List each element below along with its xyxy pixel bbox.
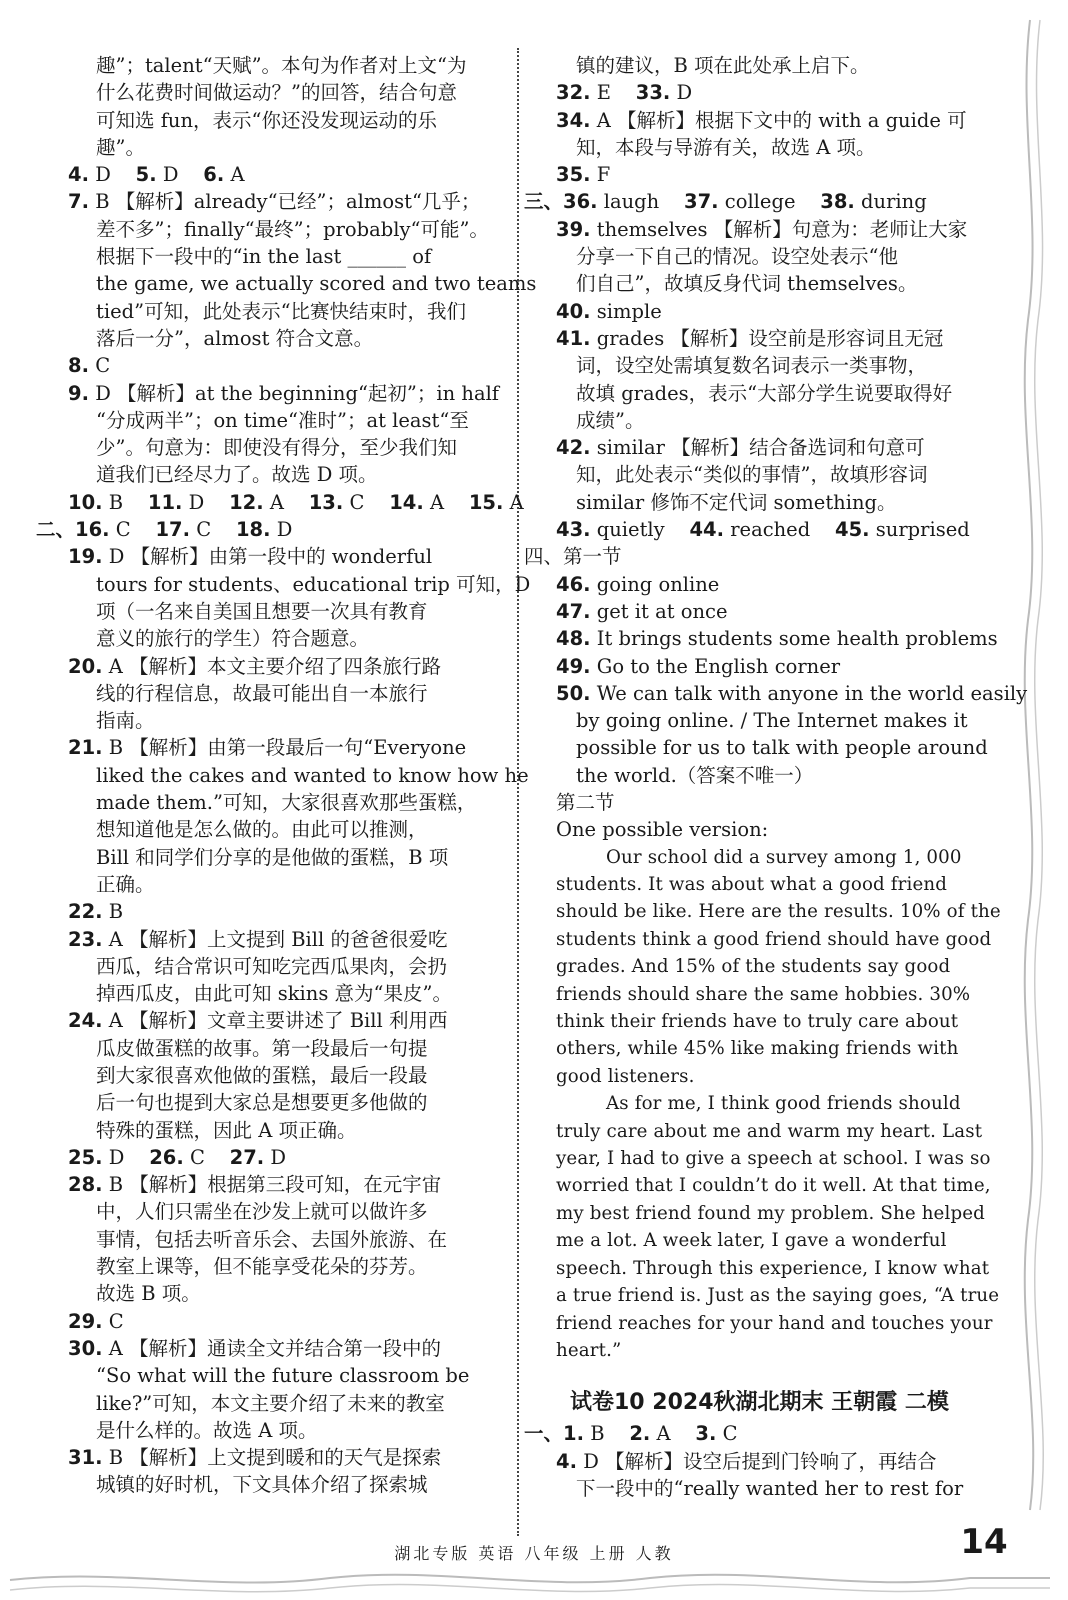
section-heading: 二、: [36, 518, 76, 542]
text-line: 指南。: [96, 709, 155, 733]
answer-text: B 【解析】根据第三段可知，在元宇宙: [108, 1173, 442, 1197]
text-line: 后一句也提到大家总是想要更多他做的: [96, 1091, 428, 1115]
question-number: 19.: [68, 545, 103, 569]
text-line: 故选 B 项。: [96, 1282, 201, 1306]
text-line: a true friend is. Just as the saying goes, “A true: [556, 1285, 1000, 1307]
question-number: 38.: [820, 190, 855, 214]
answer-row: [62, 161, 492, 188]
text-line: 教室上课等，但不能享受花朵的芬芳。: [96, 1255, 428, 1279]
answer-text: D 【解析】设空后提到门铃响了，再结合: [583, 1449, 937, 1473]
text-line: 根据下一段中的“in the last ______ of: [96, 245, 432, 269]
answer: B: [108, 900, 124, 924]
text-line: 中，人们只需坐在沙发上就可以做许多: [96, 1200, 428, 1224]
answer-item: [62, 1335, 492, 1444]
text-line: 想知道他是怎么做的。由此可以推测，: [96, 818, 428, 842]
question-number: 23.: [68, 927, 103, 951]
text-line: me a lot. A week later, I gave a wonderful: [556, 1230, 947, 1252]
question-number: 2.: [629, 1422, 651, 1446]
answer-text: similar 【解析】结合备选词和句意可: [596, 436, 925, 460]
answer: A: [429, 490, 445, 514]
question-number: 29.: [68, 1309, 103, 1333]
answer-item: [62, 188, 537, 352]
answer-row: [62, 1144, 492, 1171]
text-line: friend reaches for your hand and touches your: [556, 1312, 993, 1334]
text-line: truly care about me and warm my heart. Last: [556, 1120, 983, 1142]
text-line: “So what will the future classroom be: [96, 1364, 470, 1388]
text-line: 特殊的蛋糕，因此 A 项正确。: [96, 1118, 357, 1142]
question-number: 31.: [68, 1446, 103, 1470]
answer: Go to the English corner: [596, 654, 841, 678]
answer-item: [62, 1444, 492, 1499]
right-column: [524, 52, 1028, 1502]
text-line: 线的行程信息，故最可能出自一本旅行: [96, 681, 428, 705]
answer: reached: [730, 518, 811, 542]
text-line: possible for us to talk with people around: [576, 736, 988, 760]
answer-text: A 【解析】通读全文并结合第一段中的: [108, 1336, 442, 1360]
question-number: 26.: [149, 1145, 184, 1169]
text-line: “分成两半”；on time“准时”；at least“至: [96, 408, 469, 432]
section-subheading: 第二节: [556, 791, 615, 815]
text-line: like?”可知，本文主要介绍了未来的教室: [96, 1391, 445, 1415]
answer-item: [62, 734, 529, 898]
question-number: 4.: [556, 1449, 577, 1473]
answer-row: [540, 79, 988, 106]
question-number: 41.: [556, 326, 591, 350]
answer: D: [276, 518, 293, 542]
answer: A: [269, 490, 284, 514]
left-column: [36, 52, 537, 1499]
answer-item: [540, 107, 988, 162]
text-line: Bill 和同学们分享的是他做的蛋糕，B 项: [96, 845, 449, 869]
text-line: 掉西瓜皮，由此可知 skins 意为“果皮”。: [96, 982, 452, 1006]
text-line: 少”。句意为：即使没有得分，至少我们知: [96, 436, 457, 460]
page-footer: 湖北专版 英语 八年级 上册 人教: [394, 1544, 674, 1563]
section-heading: 三、: [524, 190, 564, 214]
answer-text: A 【解析】文章主要讲述了 Bill 利用西: [108, 1009, 448, 1033]
text-line: 故填 grades，表示“大部分学生说要取得好: [576, 381, 953, 405]
answer-item: [62, 926, 492, 1008]
text-line: 成绩”。: [576, 408, 645, 432]
question-number: 20.: [68, 654, 103, 678]
text-line: heart.”: [556, 1339, 622, 1361]
answer: A: [656, 1422, 671, 1446]
question-number: 46.: [556, 572, 591, 596]
text-line: Our school did a survey among 1, 000: [606, 846, 962, 868]
text-line: 下一段中的“really wanted her to rest for: [576, 1476, 964, 1500]
page-number: 14: [960, 1522, 1008, 1562]
text-line: students. It was about what a good friend: [556, 874, 948, 896]
text-line: 知，此处表示“类似的事情”，故填形容词: [576, 463, 928, 487]
answer: C: [95, 354, 111, 378]
question-number: 1.: [563, 1422, 584, 1446]
text-line: 镇的建议，B 项在此处承上启下。: [576, 54, 870, 77]
answer-item: [540, 1448, 988, 1503]
text-line: As for me, I think good friends should: [606, 1093, 961, 1115]
answer: during: [861, 190, 927, 214]
text-line: 是什么样的。故选 A 项。: [96, 1418, 318, 1442]
answer: F: [596, 163, 611, 187]
answer-row: [62, 489, 524, 516]
text-line: tied”可知，此处表示“比赛快结束时，我们: [96, 299, 467, 323]
text-line: 什么花费时间做运动？”的回答，结合句意: [96, 81, 457, 105]
answer: D: [108, 1145, 125, 1169]
text-line: by going online. / The Internet makes it: [576, 709, 968, 733]
question-number: 12.: [229, 490, 264, 514]
answer: B: [590, 1422, 605, 1446]
answer-item: [62, 380, 500, 489]
answer-text: B 【解析】上文提到暖和的天气是探索: [108, 1446, 442, 1470]
text-line: similar 修饰不定代词 something。: [576, 490, 897, 514]
text-line: made them.”可知，大家很喜欢那些蛋糕，: [96, 791, 477, 815]
text-line: speech. Through this experience, I know what: [556, 1257, 990, 1279]
text-line: 知，本段与导游有关，故选 A 项。: [576, 135, 876, 159]
answer: A: [230, 163, 245, 187]
answer-row: [62, 898, 492, 925]
answer-row: [524, 1420, 988, 1447]
text-line: 项（一名来自美国且想要一次具有教育: [96, 599, 428, 623]
text-line: the game, we actually scored and two teams: [96, 272, 537, 296]
answer-item: [540, 680, 1028, 789]
answer: simple: [596, 299, 662, 323]
question-number: 10.: [68, 490, 103, 514]
question-number: 13.: [308, 490, 344, 514]
answer-row: [62, 352, 492, 379]
answer-text: B 【解析】由第一段最后一句“Everyone: [108, 736, 467, 760]
question-number: 47.: [556, 599, 591, 623]
answer: D: [270, 1145, 287, 1169]
question-number: 33.: [635, 81, 671, 105]
answer: D: [162, 163, 179, 187]
answer: surprised: [875, 518, 970, 542]
question-number: 44.: [689, 518, 725, 542]
text-line: friends should share the same hobbies. 30%: [556, 983, 971, 1005]
question-number: 6.: [203, 163, 225, 187]
text-line: 词，设空处需填复数名词表示一类事物，: [576, 354, 928, 378]
question-number: 39.: [556, 217, 591, 241]
answer: E: [596, 81, 611, 105]
text-line: 可知选 fun，表示“你还没发现运动的乐: [96, 108, 438, 132]
answer-text: A 【解析】根据下文中的 with a guide 可: [596, 108, 967, 132]
question-number: 11.: [147, 490, 183, 514]
answer-row: [62, 1308, 492, 1335]
text-line: others, while 45% like making friends with: [556, 1038, 959, 1060]
answer-row: [540, 516, 988, 543]
answer: C: [108, 1309, 124, 1333]
answer-item: [62, 1171, 492, 1307]
question-number: 15.: [468, 490, 504, 514]
answer: C: [115, 518, 131, 542]
question-number: 35.: [556, 163, 591, 187]
question-number: 9.: [68, 381, 89, 405]
answer-text: themselves 【解析】句意为：老师让大家: [596, 217, 968, 241]
answer: C: [189, 1145, 205, 1169]
text-line: grades. And 15% of the students say good: [556, 956, 951, 978]
answer-row: [540, 571, 988, 598]
answer: It brings students some health problems: [596, 627, 998, 651]
answer-item: [540, 325, 988, 434]
question-number: 30.: [68, 1336, 103, 1360]
answer-row: [540, 598, 988, 625]
question-number: 50.: [556, 681, 591, 705]
question-number: 42.: [556, 436, 591, 460]
answer: D: [676, 81, 693, 105]
answer-item: [62, 653, 492, 735]
question-number: 48.: [556, 627, 591, 651]
question-number: 17.: [155, 518, 191, 542]
answer-item: [62, 1007, 492, 1143]
answer-row: [540, 298, 988, 325]
answer-text: We can talk with anyone in the world easily: [596, 681, 1028, 705]
text-line: 趣”；talent“天赋”。本句为作者对上文“为: [96, 54, 467, 77]
text-line: students think a good friend should have good: [556, 928, 992, 950]
text-line: 意义的旅行的学生）符合题意。: [96, 627, 370, 651]
question-number: 28.: [68, 1173, 103, 1197]
text-line: 道我们已经尽力了。故选 D 项。: [96, 463, 378, 487]
question-number: 34.: [556, 108, 591, 132]
text-line: 差不多”；finally“最终”；probably“可能”。: [96, 217, 489, 241]
model-essay: [526, 844, 1001, 1365]
answer-text: grades 【解析】设空前是形容词且无冠: [596, 326, 944, 350]
answer: college: [724, 190, 796, 214]
text-line: tours for students、educational trip 可知，D: [96, 572, 531, 596]
text-line: liked the cakes and wanted to know how he: [96, 763, 529, 787]
answer: C: [196, 518, 212, 542]
question-number: 22.: [68, 900, 103, 924]
answer: D: [188, 490, 205, 514]
answer-text: D 【解析】由第一段中的 wonderful: [108, 545, 433, 569]
answer: going online: [596, 572, 720, 596]
answer-text: A 【解析】上文提到 Bill 的爸爸很爱吃: [108, 927, 448, 951]
question-number: 16.: [75, 518, 110, 542]
question-number: 4.: [68, 163, 89, 187]
text-line: 到大家很喜欢他做的蛋糕，最后一段最: [96, 1063, 428, 1087]
text-line: should be like. Here are the results. 10% of the: [556, 901, 1001, 923]
answer: get it at once: [596, 599, 728, 623]
question-number: 21.: [68, 736, 103, 760]
answer-row: [540, 653, 988, 680]
answer-row: [36, 516, 492, 543]
question-number: 40.: [556, 299, 591, 323]
continuation-paragraph: [62, 52, 492, 161]
text-line: think their friends have to truly care about: [556, 1011, 959, 1033]
answer-text: A 【解析】本文主要介绍了四条旅行路: [108, 654, 442, 678]
answer-item: [62, 543, 531, 652]
question-number: 36.: [563, 190, 598, 214]
question-number: 43.: [556, 518, 591, 542]
text-line: 城镇的好时机，下文具体介绍了探索城: [96, 1473, 428, 1497]
question-number: 3.: [695, 1422, 717, 1446]
text-line: worried that I couldn’t do it well. At that time,: [556, 1175, 991, 1197]
question-number: 24.: [68, 1009, 103, 1033]
question-number: 25.: [68, 1145, 103, 1169]
text-line: year, I had to give a speech at school. I was so: [556, 1148, 991, 1170]
question-number: 45.: [835, 518, 870, 542]
text-line: the world.（答案不唯一）: [576, 763, 814, 787]
text-line: 趣”。: [96, 135, 145, 159]
section-heading: 四、第一节: [524, 545, 622, 569]
answer: A: [509, 490, 524, 514]
answer-row: [540, 161, 988, 188]
question-number: 5.: [135, 163, 157, 187]
answer: quietly: [596, 518, 665, 542]
text-line: 落后一分”，almost 符合文意。: [96, 326, 374, 350]
section-heading: 一、: [524, 1422, 564, 1446]
question-number: 27.: [229, 1145, 265, 1169]
text-line: 们自己”，故填反身代词 themselves。: [576, 272, 918, 296]
text-line: 正确。: [96, 872, 155, 896]
answer-text: B 【解析】already“已经”；almost“几乎；: [95, 190, 481, 214]
question-number: 14.: [389, 490, 424, 514]
text-line: 西瓜，结合常识可知吃完西瓜果肉，会扔: [96, 954, 448, 978]
text-line: good listeners.: [556, 1065, 695, 1087]
answer: D: [95, 163, 111, 187]
answer-text: D 【解析】at the beginning“起初”；in half: [95, 381, 500, 405]
answer: C: [722, 1422, 738, 1446]
answer: B: [108, 490, 124, 514]
answer-row: [540, 625, 998, 652]
answer-item: [540, 434, 988, 516]
question-number: 18.: [235, 518, 271, 542]
question-number: 32.: [556, 81, 591, 105]
text-line: 事情，包括去听音乐会、去国外旅游、在: [96, 1227, 448, 1251]
text-line: my best friend found my problem. She helped: [556, 1202, 985, 1224]
question-number: 37.: [684, 190, 719, 214]
answer: C: [349, 490, 365, 514]
question-number: 7.: [68, 190, 89, 214]
text-line: 瓜皮做蛋糕的故事。第一段最后一句提: [96, 1036, 428, 1060]
answer: laugh: [603, 190, 660, 214]
test-title: 试卷10 2024秋湖北期末 王朝霞 二模: [570, 1390, 949, 1416]
answer-row: [524, 188, 988, 215]
question-number: 8.: [68, 354, 89, 378]
answer-item: [540, 216, 988, 298]
essay-intro: One possible version:: [556, 818, 769, 842]
question-number: 49.: [556, 654, 591, 678]
text-line: 分享一下自己的情况。设空处表示“他: [576, 245, 898, 269]
